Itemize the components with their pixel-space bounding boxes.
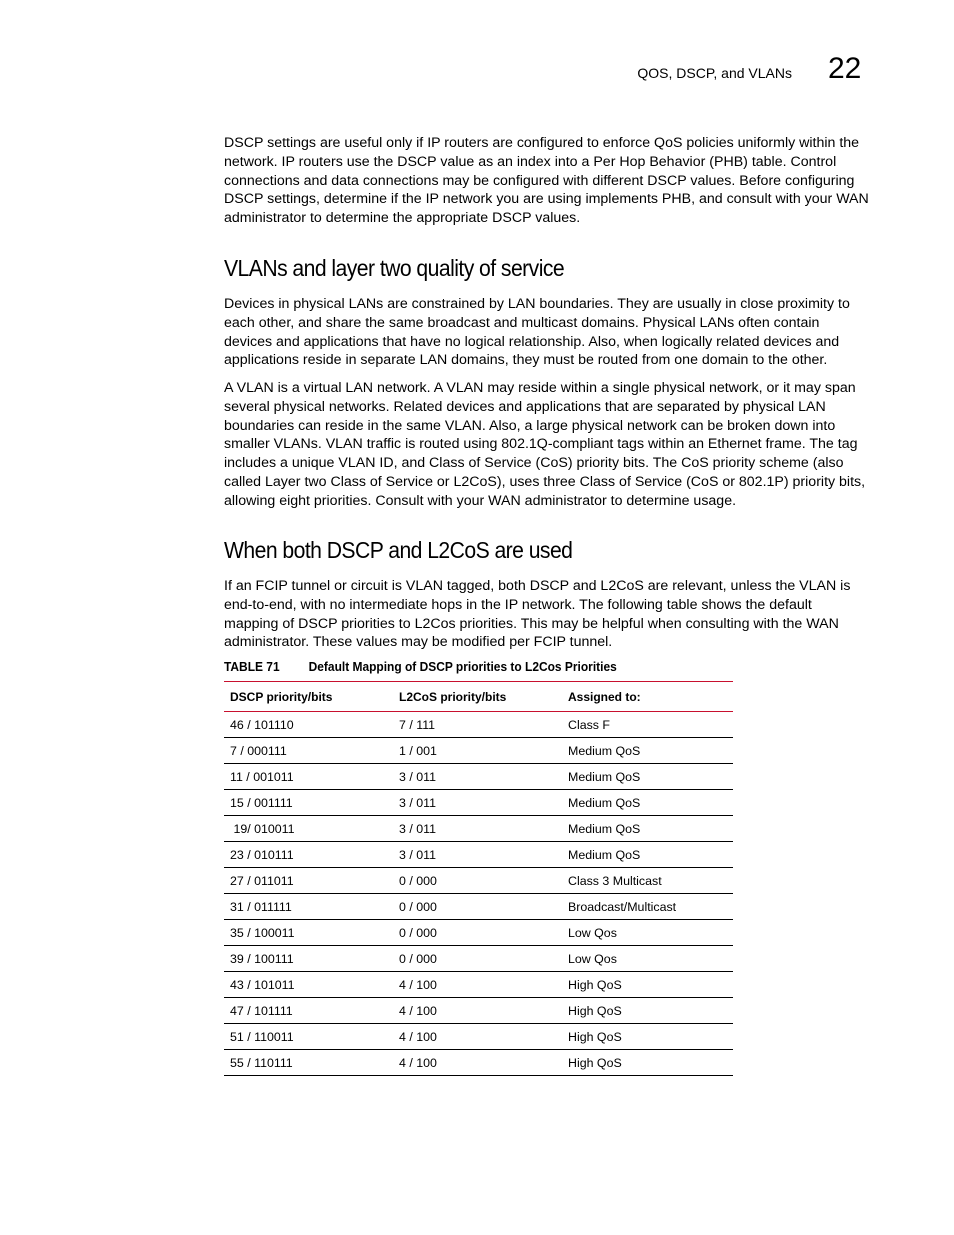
cell-l2cos: 0 / 000 xyxy=(393,868,562,894)
table-caption-text: Default Mapping of DSCP priorities to L2Cos Priorities xyxy=(308,659,617,674)
table-row xyxy=(224,998,733,1024)
section-both-heading-wrap xyxy=(224,537,869,564)
table-row xyxy=(224,920,733,946)
table-row xyxy=(224,868,733,894)
cell-l2cos: 0 / 000 xyxy=(393,920,562,946)
table-row xyxy=(224,972,733,998)
cell-l2cos: 4 / 100 xyxy=(393,972,562,998)
cell-assigned: Low Qos xyxy=(562,920,733,946)
cell-l2cos: 3 / 011 xyxy=(393,816,562,842)
cell-dscp: 23 / 010111 xyxy=(224,842,393,868)
table-row xyxy=(224,764,733,790)
cell-assigned: Class F xyxy=(562,712,733,738)
cell-dscp: 46 / 101110 xyxy=(224,712,393,738)
table-row xyxy=(224,1024,733,1050)
cell-assigned: High QoS xyxy=(562,998,733,1024)
cell-dscp: 43 / 101011 xyxy=(224,972,393,998)
table-row xyxy=(224,712,733,738)
column-header-dscp: DSCP priority/bits xyxy=(224,682,393,712)
intro-paragraph: DSCP settings are useful only if IP routers are configured to enforce QoS policies uniformly within the network. IP routers use the DSCP value as an index into a Per Hop Behavior (PHB) table. Control connections and data connections may be configured with different DSCP values. Before configuring DSCP settings, determine if the IP network you are using implements PHB, and consult with your WAN administrator to determine the appropriate DSCP values. xyxy=(224,135,869,227)
cell-assigned: High QoS xyxy=(562,1050,733,1076)
table-row xyxy=(224,946,733,972)
cell-l2cos: 3 / 011 xyxy=(393,842,562,868)
section-both-p-wrap xyxy=(224,577,869,652)
cell-assigned: Medium QoS xyxy=(562,790,733,816)
table-row xyxy=(224,842,733,868)
cell-dscp: 19/ 010011 xyxy=(224,816,393,842)
cell-assigned: Class 3 Multicast xyxy=(562,868,733,894)
section-vlans-heading-wrap xyxy=(224,255,869,282)
cell-dscp: 55 / 110111 xyxy=(224,1050,393,1076)
cell-l2cos: 3 / 011 xyxy=(393,790,562,816)
table-row xyxy=(224,894,733,920)
cell-dscp: 15 / 001111 xyxy=(224,790,393,816)
section-vlans-p2-wrap xyxy=(224,379,869,511)
cell-dscp: 7 / 000111 xyxy=(224,738,393,764)
cell-l2cos: 0 / 000 xyxy=(393,894,562,920)
cell-l2cos: 4 / 100 xyxy=(393,998,562,1024)
cell-l2cos: 0 / 000 xyxy=(393,946,562,972)
column-header-assigned: Assigned to: xyxy=(562,682,733,712)
dscp-mapping-table xyxy=(224,681,733,1076)
cell-dscp: 51 / 110011 xyxy=(224,1024,393,1050)
cell-assigned: Broadcast/Multicast xyxy=(562,894,733,920)
cell-dscp: 35 / 100011 xyxy=(224,920,393,946)
cell-l2cos: 4 / 100 xyxy=(393,1024,562,1050)
table-header-row xyxy=(224,682,733,712)
table-row xyxy=(224,738,733,764)
chapter-number: 22 xyxy=(828,52,862,85)
cell-l2cos: 1 / 001 xyxy=(393,738,562,764)
table-label: TABLE 71 xyxy=(224,659,280,674)
cell-assigned: Medium QoS xyxy=(562,842,733,868)
cell-l2cos: 7 / 111 xyxy=(393,712,562,738)
cell-dscp: 31 / 011111 xyxy=(224,894,393,920)
table-body xyxy=(224,712,733,1076)
cell-dscp: 27 / 011011 xyxy=(224,868,393,894)
cell-assigned: Low Qos xyxy=(562,946,733,972)
cell-dscp: 39 / 100111 xyxy=(224,946,393,972)
table-caption xyxy=(224,659,617,674)
table-row xyxy=(224,1050,733,1076)
running-header-title: QOS, DSCP, and VLANs xyxy=(637,65,792,81)
intro-block xyxy=(224,134,869,228)
cell-assigned: Medium QoS xyxy=(562,816,733,842)
cell-assigned: High QoS xyxy=(562,1024,733,1050)
vlans-paragraph-2: A VLAN is a virtual LAN network. A VLAN may reside within a single physical network, or it may span several physical networks. Related devices and applications that are separated by physical LAN boundaries can reside in the same VLAN. Also, a large physical network can be broken down into smaller VLANs. VLAN traffic is routed using 802.1Q-compliant tags within an Ethernet frame. The tag includes a unique VLAN ID, and Class of Service (CoS) priority bits. The CoS priority scheme (also called Layer two Class of Service or L2CoS), uses three Class of Service (CoS or 802.1P) priority bits, allowing eight priorities. Consult with your WAN administrator to determine usage. xyxy=(224,380,866,509)
section-heading-vlans: VLANs and layer two quality of service xyxy=(224,255,565,281)
cell-dscp: 47 / 101111 xyxy=(224,998,393,1024)
table-row xyxy=(224,816,733,842)
vlans-paragraph-1: Devices in physical LANs are constrained by LAN boundaries. They are usually in close proximity to each other, and share the same broadcast and multicast domains. Physical LANs often contain devices and applications that have no logical relationship. Also, when logically related devices and applications reside in separate LAN domains, they must be routed from one domain to the other. xyxy=(224,296,850,369)
cell-l2cos: 3 / 011 xyxy=(393,764,562,790)
cell-l2cos: 4 / 100 xyxy=(393,1050,562,1076)
cell-assigned: High QoS xyxy=(562,972,733,998)
cell-assigned: Medium QoS xyxy=(562,738,733,764)
section-vlans-p1-wrap xyxy=(224,295,869,370)
cell-assigned: Medium QoS xyxy=(562,764,733,790)
section-heading-dscp-l2cos: When both DSCP and L2CoS are used xyxy=(224,537,573,563)
cell-dscp: 11 / 001011 xyxy=(224,764,393,790)
column-header-l2cos: L2CoS priority/bits xyxy=(393,682,562,712)
dscp-l2cos-paragraph: If an FCIP tunnel or circuit is VLAN tagged, both DSCP and L2CoS are relevant, unless the VLAN is end-to-end, with no intermediate hops in the IP network. The following table shows the default mapping of DSCP priorities to L2Cos priorities. This may be helpful when consulting with the WAN administrator. These values may be modified per FCIP tunnel. xyxy=(224,578,851,651)
table-row xyxy=(224,790,733,816)
